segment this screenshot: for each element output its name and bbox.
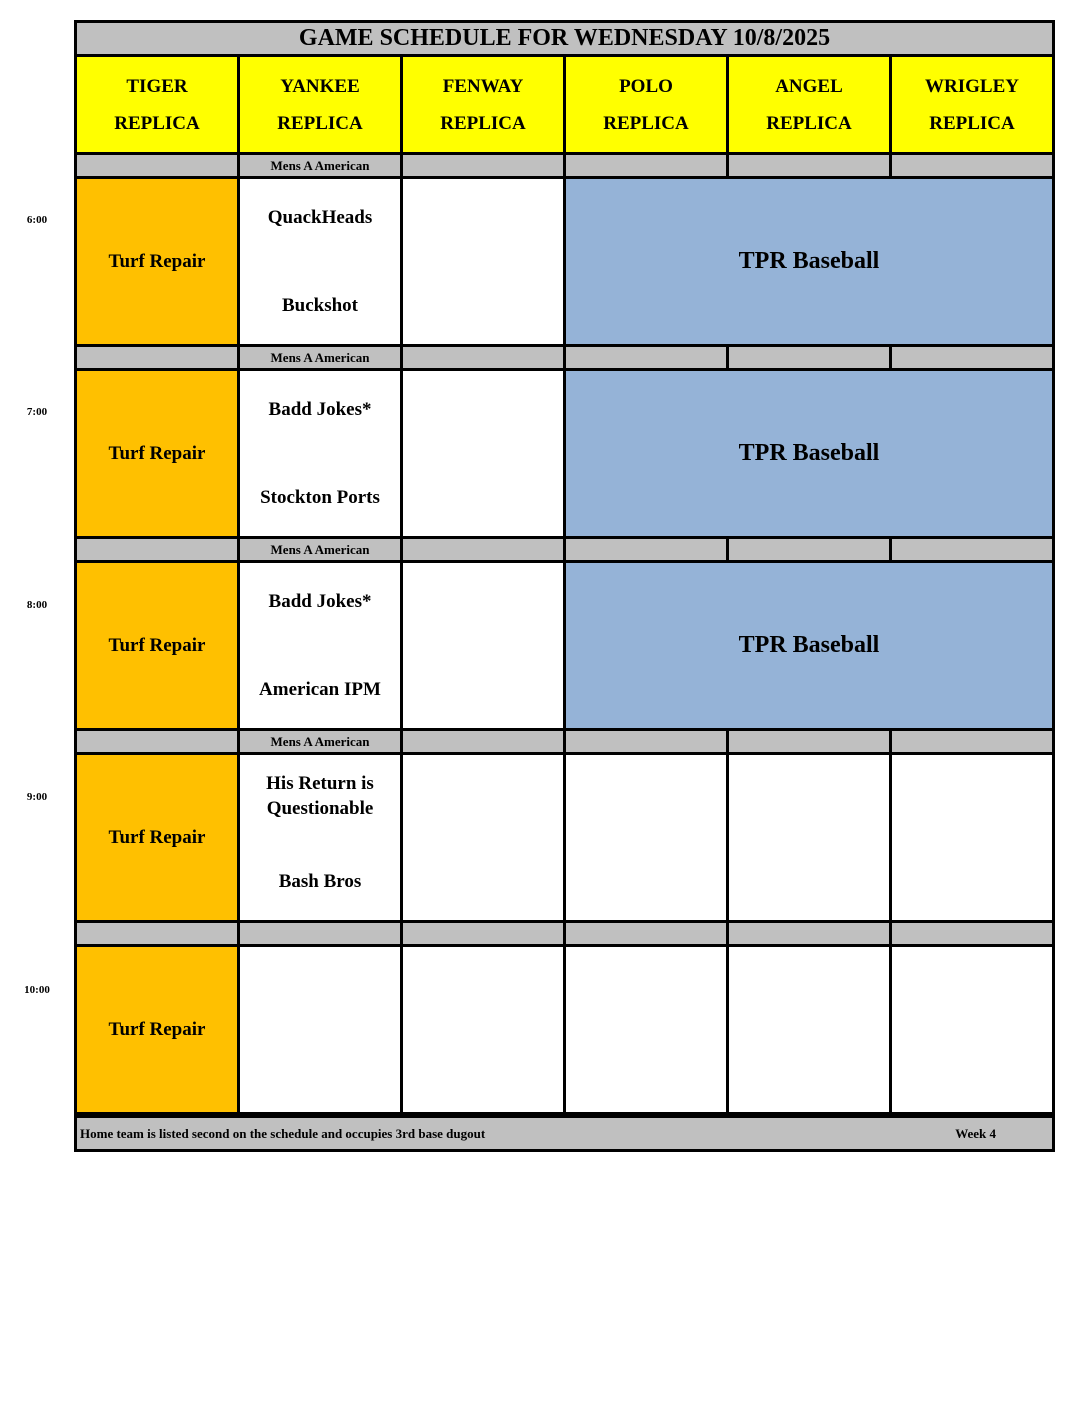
league-bar-fenway bbox=[400, 152, 566, 179]
empty-cell bbox=[563, 752, 729, 923]
away-team: QuackHeads bbox=[267, 207, 373, 228]
time-label bbox=[0, 406, 74, 418]
empty-cell bbox=[726, 944, 892, 1115]
tpr-baseball-block: TPR Baseball bbox=[563, 560, 1055, 731]
turf-repair-cell: Turf Repair bbox=[74, 752, 240, 923]
field-sub: REPLICA bbox=[440, 112, 526, 134]
time-label bbox=[0, 599, 74, 611]
away-team: Badd Jokes* bbox=[268, 591, 372, 612]
field-sub: REPLICA bbox=[929, 112, 1015, 134]
tpr-baseball-block: TPR Baseball bbox=[563, 368, 1055, 539]
league-bar-polo bbox=[563, 152, 729, 179]
league-label: Mens A American bbox=[237, 152, 403, 179]
game-cell bbox=[237, 752, 403, 923]
field-sub: REPLICA bbox=[114, 112, 200, 134]
footer-note: Home team is listed second on the schedule and occupies 3rd base dugout bbox=[80, 1125, 486, 1141]
league-bar-wrigley bbox=[889, 920, 1055, 947]
league-label: Mens A American bbox=[237, 728, 403, 755]
turf-repair-cell: Turf Repair bbox=[74, 944, 240, 1115]
field-sub: REPLICA bbox=[766, 112, 852, 134]
league-bar-wrigley bbox=[889, 152, 1055, 179]
league-label bbox=[237, 920, 403, 947]
schedule-sheet bbox=[74, 20, 1055, 1152]
time-text: 7:00 bbox=[26, 406, 48, 418]
league-bar-angel bbox=[726, 344, 892, 371]
league-bar-wrigley bbox=[889, 536, 1055, 563]
league-bar-polo bbox=[563, 536, 729, 563]
field-name: POLO bbox=[619, 75, 673, 97]
league-label: Mens A American bbox=[237, 344, 403, 371]
league-bar-tiger bbox=[74, 536, 240, 563]
home-team: American IPM bbox=[259, 679, 381, 700]
time-label bbox=[0, 791, 74, 803]
league-bar-angel bbox=[726, 920, 892, 947]
time-text: 10:00 bbox=[24, 984, 50, 996]
field-name: WRIGLEY bbox=[925, 75, 1019, 97]
league-bar-fenway bbox=[400, 920, 566, 947]
league-bar-polo bbox=[563, 728, 729, 755]
game-cell bbox=[237, 560, 403, 731]
league-bar-polo bbox=[563, 920, 729, 947]
league-bar-angel bbox=[726, 152, 892, 179]
field-header-yankee bbox=[237, 54, 403, 155]
away-team: His Return is Questionable bbox=[266, 773, 374, 819]
empty-cell bbox=[400, 752, 566, 923]
tpr-baseball-block: TPR Baseball bbox=[563, 176, 1055, 347]
field-name: FENWAY bbox=[442, 75, 524, 97]
league-bar-fenway bbox=[400, 536, 566, 563]
empty-cell bbox=[563, 944, 729, 1115]
league-bar-fenway bbox=[400, 728, 566, 755]
game-cell bbox=[237, 368, 403, 539]
away-team: Badd Jokes* bbox=[268, 399, 372, 420]
game-cell bbox=[237, 944, 403, 1115]
field-header-tiger bbox=[74, 54, 240, 155]
league-bar-tiger bbox=[74, 344, 240, 371]
time-text: 6:00 bbox=[26, 214, 48, 226]
field-header-polo bbox=[563, 54, 729, 155]
turf-repair-cell: Turf Repair bbox=[74, 368, 240, 539]
time-label bbox=[0, 214, 74, 226]
empty-cell bbox=[889, 752, 1055, 923]
empty-cell bbox=[400, 368, 566, 539]
empty-cell bbox=[400, 560, 566, 731]
footer-bar bbox=[74, 1115, 1055, 1152]
turf-repair-cell: Turf Repair bbox=[74, 176, 240, 347]
field-name: TIGER bbox=[126, 75, 188, 97]
empty-cell bbox=[726, 752, 892, 923]
league-label: Mens A American bbox=[237, 536, 403, 563]
page-title: GAME SCHEDULE FOR WEDNESDAY 10/8/2025 bbox=[74, 20, 1055, 57]
empty-cell bbox=[400, 176, 566, 347]
home-team: Buckshot bbox=[281, 295, 359, 316]
time-text: 9:00 bbox=[26, 791, 48, 803]
week-label: Week 4 bbox=[955, 1125, 996, 1141]
league-bar-tiger bbox=[74, 152, 240, 179]
field-header-wrigley bbox=[889, 54, 1055, 155]
time-text: 8:00 bbox=[26, 599, 48, 611]
league-bar-fenway bbox=[400, 344, 566, 371]
league-bar-wrigley bbox=[889, 728, 1055, 755]
league-bar-wrigley bbox=[889, 344, 1055, 371]
field-sub: REPLICA bbox=[603, 112, 689, 134]
league-bar-polo bbox=[563, 344, 729, 371]
time-label bbox=[0, 984, 74, 996]
field-name: YANKEE bbox=[280, 75, 360, 97]
field-header-angel bbox=[726, 54, 892, 155]
turf-repair-cell: Turf Repair bbox=[74, 560, 240, 731]
field-name: ANGEL bbox=[775, 75, 843, 97]
field-header-fenway bbox=[400, 54, 566, 155]
league-bar-tiger bbox=[74, 728, 240, 755]
league-bar-angel bbox=[726, 728, 892, 755]
empty-cell bbox=[400, 944, 566, 1115]
game-cell bbox=[237, 176, 403, 347]
empty-cell bbox=[889, 944, 1055, 1115]
home-team: Bash Bros bbox=[278, 871, 362, 892]
league-bar-angel bbox=[726, 536, 892, 563]
league-bar-tiger bbox=[74, 920, 240, 947]
home-team: Stockton Ports bbox=[260, 487, 380, 508]
field-sub: REPLICA bbox=[277, 112, 363, 134]
